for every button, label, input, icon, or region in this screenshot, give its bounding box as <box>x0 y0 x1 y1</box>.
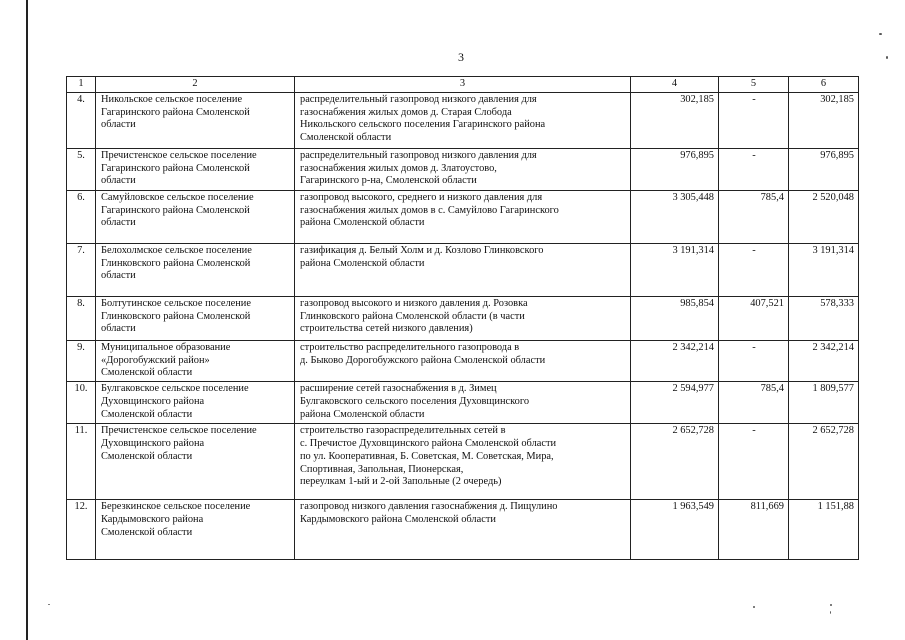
object-line: района Смоленской области <box>300 408 425 420</box>
table-body <box>67 77 859 560</box>
amount-column-6: 1 809,577 <box>789 382 859 424</box>
row-number: 6. <box>67 190 96 243</box>
object-cell <box>295 148 631 190</box>
object-cell <box>295 500 631 560</box>
municipality-cell <box>96 243 295 296</box>
row-number: 8. <box>67 296 96 340</box>
municipality-cell <box>96 148 295 190</box>
table-row <box>67 243 859 296</box>
municipality-cell <box>96 190 295 243</box>
municipality-line: Смоленской области <box>101 367 193 379</box>
row-number: 10. <box>67 382 96 424</box>
object-line: Смоленской области <box>300 132 392 144</box>
object-line: района Смоленской области <box>300 257 425 269</box>
amount-column-5: 785,4 <box>719 190 789 243</box>
amount-column-5: 785,4 <box>719 382 789 424</box>
municipality-line: Глинковского района Смоленской <box>101 257 251 269</box>
amount-column-4: 3 191,314 <box>631 243 719 296</box>
municipality-line: Самуйловское сельское поселение <box>101 191 254 203</box>
municipality-line: Березкинское сельское поселение <box>101 501 251 513</box>
column-number-3: 3 <box>295 77 631 93</box>
municipality-cell <box>96 296 295 340</box>
object-line: Спортивная, Запольная, Пионерская, <box>300 463 464 475</box>
object-line: по ул. Кооперативная, Б. Советская, М. Советская, Мира, <box>300 450 554 462</box>
object-cell <box>295 296 631 340</box>
object-line: района Смоленской области <box>300 217 425 229</box>
municipality-line: области <box>101 323 136 335</box>
municipality-cell <box>96 500 295 560</box>
object-cell <box>295 243 631 296</box>
object-line: газопровод высокого, среднего и низкого давления для <box>300 191 543 203</box>
scan-speck <box>830 604 832 606</box>
amount-column-4: 2 594,977 <box>631 382 719 424</box>
amount-column-6: 2 520,048 <box>789 190 859 243</box>
municipality-line: Гагаринского района Смоленской <box>101 106 250 118</box>
object-cell <box>295 382 631 424</box>
object-line: д. Быково Дорогобужского района Смоленской области <box>300 354 546 366</box>
amount-column-5: - <box>719 148 789 190</box>
row-number: 9. <box>67 340 96 381</box>
municipality-line: Гагаринского района Смоленской <box>101 204 250 216</box>
municipality-line: Духовщинского района <box>101 395 205 407</box>
amount-column-5: 407,521 <box>719 296 789 340</box>
object-line: переулкам 1-ый и 2-ой Запольные (2 очередь) <box>300 476 502 488</box>
object-line: газопровод высокого и низкого давления д. Розовка <box>300 297 528 309</box>
table-row <box>67 92 859 148</box>
amount-column-4: 1 963,549 <box>631 500 719 560</box>
column-number-row <box>67 77 859 93</box>
amount-column-5: - <box>719 340 789 381</box>
municipality-cell <box>96 340 295 381</box>
row-number: 4. <box>67 92 96 148</box>
municipality-line: Белохолмское сельское поселение <box>101 244 252 256</box>
municipality-line: Никольское сельское поселение <box>101 93 243 105</box>
municipality-cell <box>96 92 295 148</box>
row-number: 5. <box>67 148 96 190</box>
object-line: расширение сетей газоснабжения в д. Зимец <box>300 383 497 395</box>
municipality-line: Кардымовского района <box>101 513 204 525</box>
municipality-line: Пречистенское сельское поселение <box>101 425 257 437</box>
table-row <box>67 340 859 381</box>
amount-column-6: 2 342,214 <box>789 340 859 381</box>
municipality-line: Гагаринского района Смоленской <box>101 162 250 174</box>
object-line: распределительный газопровод низкого давления для <box>300 93 537 105</box>
row-number: 12. <box>67 500 96 560</box>
table-row <box>67 190 859 243</box>
object-line: газоснабжения жилых домов д. Златоустово, <box>300 162 497 174</box>
page-number: 3 <box>458 50 464 64</box>
amount-column-5: - <box>719 92 789 148</box>
municipality-line: Смоленской области <box>101 450 193 462</box>
object-cell <box>295 92 631 148</box>
municipality-line: Пречистенское сельское поселение <box>101 149 257 161</box>
amount-column-5: - <box>719 424 789 500</box>
amount-column-6: 1 151,88 <box>789 500 859 560</box>
amount-column-5: - <box>719 243 789 296</box>
object-cell <box>295 190 631 243</box>
object-cell <box>295 340 631 381</box>
amount-column-4: 302,185 <box>631 92 719 148</box>
object-line: Кардымовского района Смоленской области <box>300 513 496 525</box>
amount-column-6: 976,895 <box>789 148 859 190</box>
amount-column-4: 2 652,728 <box>631 424 719 500</box>
object-line: с. Пречистое Духовщинского района Смоленской области <box>300 437 557 449</box>
municipality-line: Булгаковское сельское поселение <box>101 383 249 395</box>
page-binding-edge <box>26 0 28 640</box>
object-line: газоснабжения жилых домов в с. Самуйлово Гагаринского <box>300 204 559 216</box>
table-row <box>67 382 859 424</box>
object-line: газификация д. Белый Холм и д. Козлово Глинковского <box>300 244 544 256</box>
amount-column-6: 578,333 <box>789 296 859 340</box>
object-line: газопровод низкого давления газоснабжения д. Пищулино <box>300 501 558 513</box>
amount-column-6: 2 652,728 <box>789 424 859 500</box>
municipality-line: области <box>101 217 136 229</box>
object-line: газоснабжения жилых домов д. Старая Слобода <box>300 106 512 118</box>
municipality-line: области <box>101 175 136 187</box>
object-line: строительство распределительного газопровода в <box>300 341 520 353</box>
amount-column-4: 3 305,448 <box>631 190 719 243</box>
scan-speck <box>879 33 882 35</box>
object-cell <box>295 424 631 500</box>
municipality-line: «Дорогобужский район» <box>101 354 210 366</box>
column-number-2: 2 <box>96 77 295 93</box>
column-number-6: 6 <box>789 77 859 93</box>
column-number-5: 5 <box>719 77 789 93</box>
municipality-line: Смоленской области <box>101 526 193 538</box>
amount-column-4: 985,854 <box>631 296 719 340</box>
funding-table <box>66 76 859 560</box>
row-number: 11. <box>67 424 96 500</box>
scan-speck <box>753 606 755 608</box>
municipality-line: Духовщинского района <box>101 437 205 449</box>
amount-column-5: 811,669 <box>719 500 789 560</box>
table-row <box>67 424 859 500</box>
object-line: Булгаковского сельского поселения Духовщинского <box>300 395 530 407</box>
amount-column-6: 3 191,314 <box>789 243 859 296</box>
object-line: распределительный газопровод низкого давления для <box>300 149 537 161</box>
municipality-cell <box>96 424 295 500</box>
amount-column-6: 302,185 <box>789 92 859 148</box>
column-number-4: 4 <box>631 77 719 93</box>
municipality-line: Глинковского района Смоленской <box>101 310 251 322</box>
table-row <box>67 500 859 560</box>
municipality-line: области <box>101 270 136 282</box>
object-line: строительства сетей низкого давления) <box>300 323 473 335</box>
municipality-line: Болтутинское сельское поселение <box>101 297 251 309</box>
municipality-line: Муниципальное образование <box>101 341 231 353</box>
object-line: строительство газораспределительных сетей в <box>300 425 506 437</box>
municipality-line: области <box>101 119 136 131</box>
scan-speck <box>830 611 831 614</box>
table-row <box>67 148 859 190</box>
object-line: Никольского сельского поселения Гагаринского района <box>300 119 546 131</box>
row-number: 7. <box>67 243 96 296</box>
municipality-line: Смоленской области <box>101 408 193 420</box>
column-number-1: 1 <box>67 77 96 93</box>
object-line: Глинковского района Смоленской области (в части <box>300 310 525 322</box>
object-line: Гагаринского р-на, Смоленской области <box>300 175 477 187</box>
scan-speck <box>48 604 50 605</box>
amount-column-4: 976,895 <box>631 148 719 190</box>
municipality-cell <box>96 382 295 424</box>
amount-column-4: 2 342,214 <box>631 340 719 381</box>
table-row <box>67 296 859 340</box>
scan-speck <box>886 56 888 59</box>
